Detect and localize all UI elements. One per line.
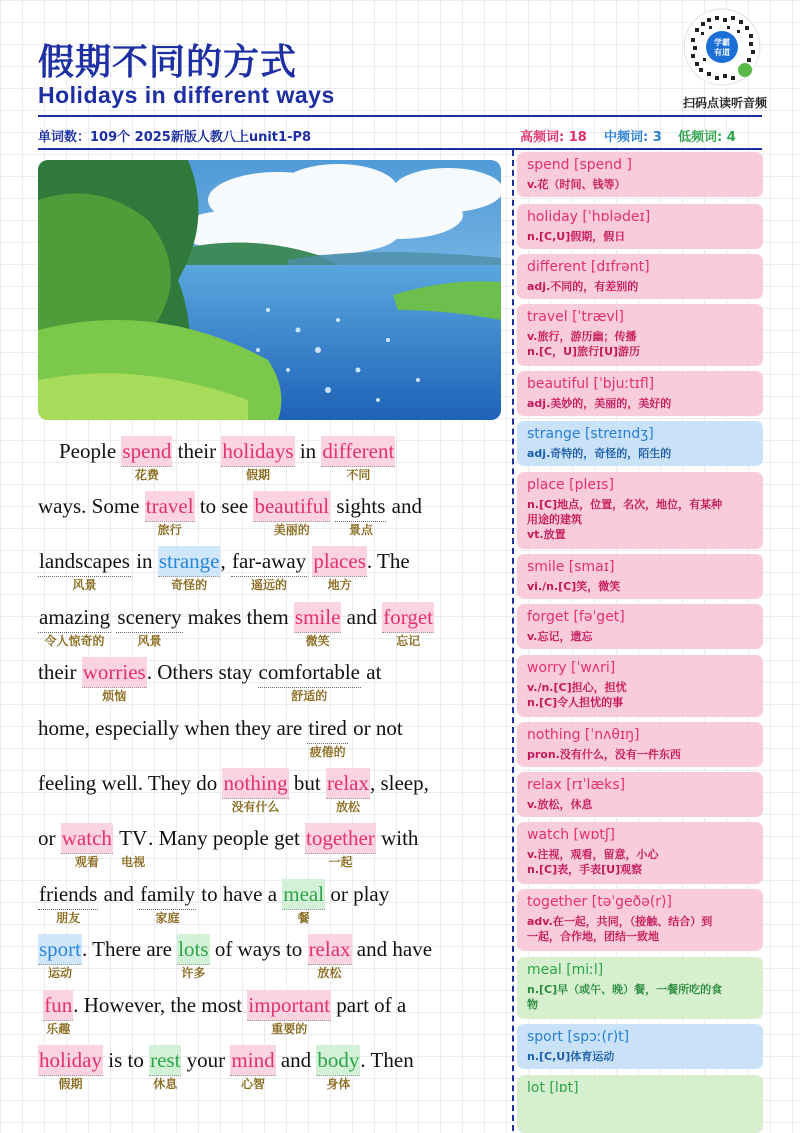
word-text: body (317, 1048, 360, 1072)
vocab-definition-line: 用途的建筑 (527, 513, 582, 526)
word-gloss: 身体 (326, 1077, 351, 1091)
vocab-phonetic: [ˈbjuːtɪfl] (593, 376, 655, 392)
vocab-definition (527, 446, 753, 461)
vocab-headword (527, 559, 753, 576)
word-gloss: 景点 (348, 523, 373, 537)
vocab-word: beautiful (527, 376, 590, 392)
word-gloss: 花费 (134, 468, 159, 482)
passage-text: . Many people get (148, 826, 306, 850)
vocab-card-nothing[interactable] (517, 722, 763, 767)
vocab-phonetic: [dɪfrənt] (590, 259, 650, 275)
vocab-phonetic: [rɪˈlæks] (566, 777, 626, 793)
passage-text: to have a (195, 882, 283, 906)
word-gloss: 电视 (121, 855, 146, 869)
glossed-word[interactable] (307, 713, 347, 759)
vocab-card-beautiful[interactable] (517, 371, 763, 416)
highlighted-word-pink[interactable] (247, 990, 331, 1036)
word-text: rest (150, 1048, 181, 1072)
vocab-phonetic: [pleɪs] (569, 477, 614, 493)
vocab-headword (527, 660, 753, 677)
page-title-en: Holidays in different ways (38, 82, 335, 108)
passage-text: and (275, 1048, 317, 1072)
word-text: important (248, 993, 331, 1017)
vocab-word: lot (527, 1080, 545, 1096)
word-gloss: 放松 (335, 800, 360, 814)
passage-text: and have (351, 937, 433, 961)
highlighted-word-pink[interactable] (308, 934, 352, 980)
passage-text: and (341, 605, 383, 629)
vocab-definition (527, 279, 753, 294)
vocab-definition-line: n.[C]早（或午、晚）餐，一餐所吃的食 (527, 983, 723, 996)
vocab-definition-line: v.注视，观看，留意，小心 (527, 848, 659, 861)
word-gloss: 家庭 (155, 911, 180, 925)
vocab-definition-line: v./n.[C]担心，担忧 (527, 681, 627, 694)
lake-scenery-illustration (38, 160, 501, 420)
word-text: forget (383, 605, 434, 629)
word-text: watch (61, 826, 112, 850)
word-text: different (322, 439, 395, 463)
word-text: worries (82, 660, 146, 684)
vocab-phonetic: [lɒt] (549, 1080, 579, 1096)
word-gloss: 心智 (240, 1077, 266, 1091)
vocab-definition-line: n.[C,U]体育运动 (527, 1050, 615, 1063)
mid-frequency-count: 中频词: 3 (604, 130, 662, 145)
word-text: strange (158, 549, 220, 573)
vocab-headword (527, 309, 753, 326)
vocab-definition (527, 579, 753, 594)
highlighted-word-pink[interactable] (305, 823, 376, 869)
vocab-word: watch (527, 827, 570, 843)
glossed-word[interactable] (118, 823, 148, 869)
passage-text: or (38, 826, 61, 850)
word-text: sport (39, 937, 81, 961)
highlighted-word-pink[interactable] (61, 823, 113, 869)
vocab-definition (527, 497, 753, 542)
vocab-definition-line: n.[C]令人担忧的事 (527, 696, 624, 709)
vocab-definition-line: v.旅行，游历幽；传播 (527, 330, 637, 343)
vocab-card-together[interactable] (517, 889, 763, 951)
vocab-word: relax (527, 777, 562, 793)
vocab-definition-line: n.[C]地点，位置，名次，地位，有某种 (527, 498, 723, 511)
vocab-headword (527, 962, 753, 979)
highlighted-word-green[interactable] (316, 1045, 360, 1091)
glossed-word[interactable] (116, 602, 182, 648)
vocab-headword (527, 477, 753, 494)
word-text: together (306, 826, 375, 850)
word-text: beautiful (254, 494, 330, 518)
highlighted-word-pink[interactable] (222, 768, 288, 814)
vocab-phonetic: [ˈwʌri] (571, 660, 616, 676)
passage-line (38, 990, 504, 1036)
passage-text: but (288, 771, 326, 795)
vocab-card-place[interactable] (517, 472, 763, 549)
vocab-definition-line: n.[C，U]旅行[U]游历 (527, 345, 641, 358)
word-gloss: 朋友 (56, 911, 81, 925)
word-text: smile (294, 605, 341, 629)
vocab-definition-line: 物 (527, 998, 538, 1011)
word-gloss: 放松 (317, 966, 342, 980)
vocab-definition-line: n.[C]表，手表[U]观察 (527, 863, 643, 876)
vocab-definition (527, 629, 753, 644)
vocab-phonetic: [spend ] (574, 157, 632, 173)
passage-text: and (98, 882, 140, 906)
word-gloss: 没有什么 (231, 800, 280, 814)
word-gloss: 许多 (181, 966, 206, 980)
highlighted-word-pink[interactable] (43, 990, 73, 1036)
passage-line (38, 823, 504, 869)
page-title-cn: 假期不同的方式 (38, 42, 298, 83)
vocab-word: sport (527, 1029, 563, 1045)
vocab-card-lot[interactable] (517, 1075, 763, 1133)
word-gloss: 旅行 (157, 523, 182, 537)
passage-text: feeling well. They do (38, 771, 223, 795)
passage-line (38, 1045, 504, 1091)
word-gloss: 美丽的 (273, 523, 310, 537)
passage-line (38, 602, 504, 648)
vocab-word: different (527, 259, 587, 275)
vocab-word: nothing (527, 727, 581, 743)
low-frequency-count: 低频词: 4 (678, 130, 736, 145)
vocab-headword (527, 1080, 753, 1097)
vocab-headword (527, 894, 753, 911)
word-gloss: 假期 (58, 1077, 83, 1091)
passage-text: is to (103, 1048, 150, 1072)
vocab-phonetic: [ˈtrævl] (572, 309, 625, 325)
vocab-word: together (527, 894, 588, 910)
passage-text: at (361, 660, 382, 684)
word-gloss: 疲倦的 (309, 745, 346, 759)
vocab-definition-line: vt.放置 (527, 528, 566, 541)
passage-text: their (172, 439, 222, 463)
vocab-card-different[interactable] (517, 254, 763, 299)
vocab-word: holiday (527, 209, 578, 225)
vocab-headword (527, 157, 753, 174)
word-gloss: 不同 (346, 468, 371, 482)
vocab-phonetic: [miːl] (566, 962, 604, 978)
vocab-headword (527, 727, 753, 744)
vocab-word: smile (527, 559, 565, 575)
vocab-phonetic: [fəˈget] (573, 609, 625, 625)
passage-text: of ways to (209, 937, 308, 961)
glossed-word[interactable] (335, 491, 386, 537)
vocab-word: place (527, 477, 565, 493)
vocab-definition (527, 329, 753, 359)
passage-line (38, 436, 504, 482)
word-text: landscapes (39, 549, 130, 573)
vocab-definition (527, 914, 753, 944)
glossed-word[interactable] (258, 657, 361, 703)
word-text: sights (336, 494, 386, 518)
passage-text: ways. Some (38, 494, 145, 518)
vocab-definition-line: v.放松，休息 (527, 798, 593, 811)
vocab-word: strange (527, 426, 581, 442)
passage-line (38, 657, 504, 703)
word-gloss: 餐 (297, 911, 310, 925)
passage-text: with (375, 826, 419, 850)
word-gloss: 遥远的 (251, 578, 288, 592)
word-text: scenery (117, 605, 182, 629)
passage-text: your (181, 1048, 231, 1072)
highlighted-word-pink[interactable] (253, 491, 330, 537)
passage-text: . The (366, 549, 410, 573)
highlighted-word-pink[interactable] (312, 546, 366, 592)
word-text: tired (308, 716, 347, 740)
word-gloss: 令人惊奇的 (44, 634, 105, 648)
vocab-card-smile[interactable] (517, 554, 763, 599)
vocab-definition (527, 797, 753, 812)
vocab-definition-line: adv.在一起，共同，（接触、结合）到 (527, 915, 713, 928)
word-text: meal (283, 882, 325, 906)
vocab-phonetic: [spɔː(r)t] (567, 1029, 630, 1045)
word-gloss: 微笑 (305, 634, 330, 648)
passage-line (38, 546, 504, 592)
stats-bar (38, 124, 762, 144)
word-gloss: 一起 (328, 855, 353, 869)
vocab-headword (527, 777, 753, 794)
word-text: relax (308, 937, 351, 961)
word-gloss: 地方 (327, 578, 352, 592)
highlighted-word-pink[interactable] (321, 436, 395, 482)
passage-line (38, 934, 504, 980)
vocab-word: forget (527, 609, 569, 625)
vocab-headword (527, 609, 753, 626)
passage-line (38, 768, 504, 814)
glossed-word[interactable] (38, 879, 98, 925)
passage-text: or play (325, 882, 390, 906)
glossed-word[interactable] (139, 879, 196, 925)
passage-text: People (38, 439, 122, 463)
vocab-card-worry[interactable] (517, 655, 763, 717)
glossed-word[interactable] (231, 546, 307, 592)
highlighted-word-pink[interactable] (82, 657, 147, 703)
vocab-card-sport[interactable] (517, 1024, 763, 1069)
word-gloss: 运动 (47, 966, 73, 980)
word-text: places (313, 549, 366, 573)
word-count-summary: 单词数：109个 2025新版人教八上unit1-P8 (38, 130, 312, 145)
vocab-card-strange[interactable] (517, 421, 763, 466)
word-text: spend (122, 439, 172, 463)
word-text: holidays (222, 439, 294, 463)
highlighted-word-pink[interactable] (38, 1045, 103, 1091)
vocab-definition-line: pron.没有什么，没有一件东西 (527, 748, 681, 761)
passage-text: . Others stay (146, 660, 258, 684)
vocab-card-forget[interactable] (517, 604, 763, 649)
vocab-headword (527, 376, 753, 393)
passage-text: their (38, 660, 82, 684)
word-text: travel (145, 494, 194, 518)
passage-text: . However, the most (73, 993, 248, 1017)
svg-text:有道: 有道 (714, 48, 730, 57)
vocab-definition (527, 747, 753, 762)
vocab-phonetic: [təˈgeðə(r)] (591, 894, 672, 910)
vocab-card-relax[interactable] (517, 772, 763, 817)
passage-text: . Then (360, 1048, 414, 1072)
passage-line (38, 491, 504, 537)
word-text: comfortable (258, 660, 360, 684)
word-gloss: 假期 (245, 468, 270, 482)
word-text: lots (178, 937, 209, 961)
passage-text: to see (194, 494, 254, 518)
passage-text: makes them (182, 605, 294, 629)
vocab-headword (527, 209, 753, 226)
vocab-definition (527, 680, 753, 710)
scan-to-listen-label: 扫码点读听音频 (682, 96, 767, 110)
glossed-word[interactable] (38, 546, 131, 592)
passage-line (38, 713, 504, 759)
word-text: holiday (39, 1048, 102, 1072)
word-text: fun (44, 993, 73, 1017)
word-text: family (140, 882, 195, 906)
word-gloss: 重要的 (271, 1022, 308, 1036)
highlighted-word-blue[interactable] (38, 934, 82, 980)
word-text: mind (231, 1048, 275, 1072)
vocab-definition (527, 177, 753, 192)
passage-text: in (294, 439, 322, 463)
vocab-definition-line: adj.不同的，有差别的 (527, 280, 639, 293)
vocab-definition-line: 一起，合作地，团结一致地 (527, 930, 659, 943)
vocab-word: worry (527, 660, 567, 676)
vocab-definition (527, 1049, 753, 1064)
vocab-definition (527, 847, 753, 877)
highlighted-word-blue[interactable] (158, 546, 221, 592)
vocab-word: spend (527, 157, 570, 173)
word-gloss: 烦恼 (102, 689, 127, 703)
word-gloss: 奇怪的 (171, 578, 208, 592)
vocab-headword (527, 259, 753, 276)
column-divider (512, 150, 514, 1131)
vocab-headword (527, 426, 753, 443)
vocab-phonetic: [ˈnʌθɪŋ] (584, 727, 640, 743)
highlighted-word-pink[interactable] (145, 491, 195, 537)
word-gloss: 风景 (137, 634, 162, 648)
highlighted-word-pink[interactable] (221, 436, 294, 482)
highlighted-word-pink[interactable] (382, 602, 434, 648)
passage-text: in (130, 549, 158, 573)
word-text: far-away (231, 549, 307, 573)
highlighted-word-green[interactable] (149, 1045, 181, 1091)
vocab-phonetic: [streɪndʒ] (584, 426, 654, 442)
word-text: TV (119, 826, 148, 850)
word-text: nothing (223, 771, 288, 795)
vocab-phonetic: [wɒtʃ] (573, 827, 615, 843)
passage-text: . There are (82, 937, 178, 961)
vocab-phonetic: [ˈhɒlədeɪ] (582, 209, 651, 225)
vocab-definition-line: v.花（时间、钱等） (527, 178, 626, 191)
passage-text: part of a (331, 993, 407, 1017)
header-rule-top (38, 115, 762, 117)
vocab-headword (527, 1029, 753, 1046)
word-gloss: 休息 (153, 1077, 178, 1091)
word-gloss: 风景 (72, 578, 97, 592)
passage-text: or not (347, 716, 403, 740)
vocab-definition-line: vi./n.[C]笑，微笑 (527, 580, 621, 593)
passage-text: , (220, 549, 231, 573)
highlighted-word-pink[interactable] (230, 1045, 275, 1091)
word-gloss: 乐趣 (46, 1022, 71, 1036)
glossed-word[interactable] (38, 602, 111, 648)
qr-code[interactable] (683, 8, 761, 86)
word-gloss: 舒适的 (291, 689, 328, 703)
vocab-card-travel[interactable] (517, 304, 763, 366)
high-frequency-count: 高频词: 18 (520, 130, 587, 145)
vocab-word: meal (527, 962, 562, 978)
highlighted-word-pink[interactable] (121, 436, 172, 482)
passage-line (38, 879, 504, 925)
word-gloss: 观看 (74, 855, 99, 869)
highlighted-word-pink[interactable] (326, 768, 370, 814)
word-text: relax (327, 771, 369, 795)
vocab-word: travel (527, 309, 568, 325)
vocab-definition-line: adj.美妙的，美丽的，美好的 (527, 397, 672, 410)
vocab-card-holiday[interactable] (517, 204, 763, 249)
vocab-phonetic: [smaɪ] (568, 559, 615, 575)
highlighted-word-pink[interactable] (294, 602, 342, 648)
vocab-definition-line: n.[C,U]假期，假日 (527, 230, 626, 243)
vocab-definition (527, 396, 753, 411)
vocab-card-spend[interactable] (517, 152, 763, 197)
word-gloss: 忘记 (396, 634, 421, 648)
word-text: amazing (39, 605, 111, 629)
vocab-card-meal[interactable] (517, 957, 763, 1019)
highlighted-word-green[interactable] (282, 879, 325, 925)
vocab-headword (527, 827, 753, 844)
passage-text: home, especially when they are (38, 716, 308, 740)
highlighted-word-green[interactable] (177, 934, 209, 980)
vocab-definition-line: v.忘记，遗忘 (527, 630, 593, 643)
passage-text: , sleep, (369, 771, 429, 795)
vocab-definition (527, 229, 753, 244)
passage-text: and (386, 494, 422, 518)
vocab-definition-line: adj.奇特的，奇怪的，陌生的 (527, 447, 672, 460)
header-rule-bottom (38, 148, 762, 150)
word-text: friends (39, 882, 98, 906)
svg-text:学霸: 学霸 (714, 38, 730, 47)
vocab-card-watch[interactable] (517, 822, 763, 884)
vocab-definition (527, 982, 753, 1012)
